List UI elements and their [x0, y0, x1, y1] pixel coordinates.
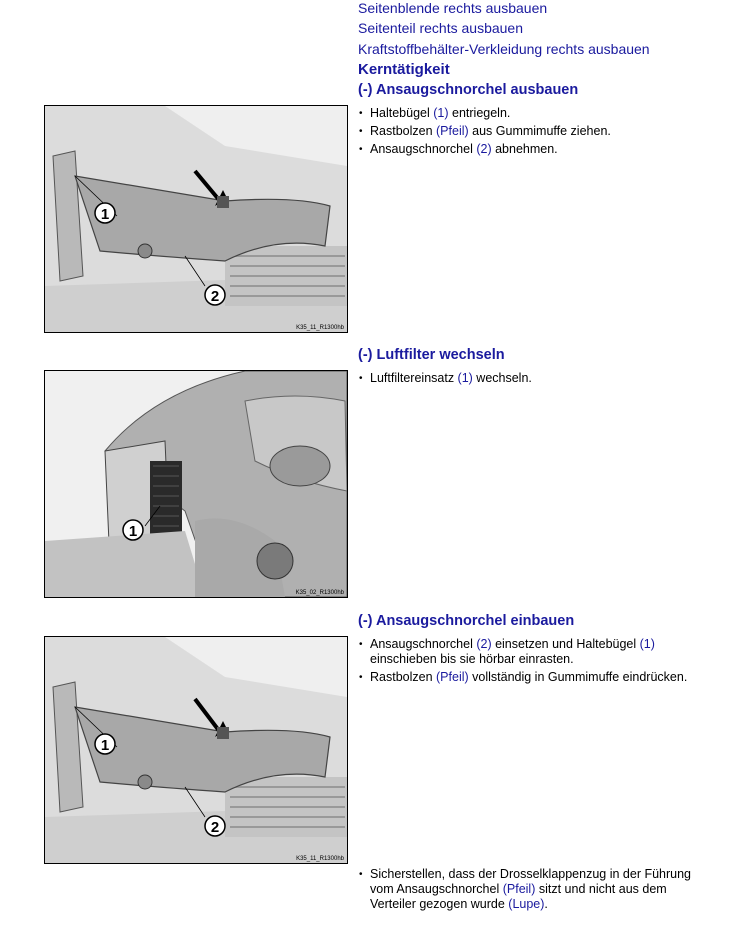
figure-id: K35_11_R1300hb	[296, 325, 344, 331]
section1-heading: (-) Ansaugschnorchel ausbauen	[358, 82, 579, 98]
figure-air-filter	[44, 370, 348, 598]
callout-2: 2	[210, 819, 220, 836]
ref-link[interactable]: (1)	[433, 106, 449, 120]
callout-1: 1	[128, 523, 138, 540]
snorkel-illustration	[45, 637, 347, 863]
callout-1: 1	[100, 206, 110, 223]
section3-steps	[358, 637, 698, 688]
ref-link[interactable]: (1)	[639, 637, 655, 651]
snorkel-illustration	[45, 106, 347, 332]
list-item: • Luftfiltereinsatz (1) wechseln.	[358, 371, 698, 386]
section3-final-steps	[358, 867, 698, 915]
list-item: • Rastbolzen (Pfeil) aus Gummimuffe ziehen.	[358, 124, 698, 139]
list-item: • Haltebügel (1) entriegeln.	[358, 106, 698, 121]
ref-link[interactable]: (1)	[457, 371, 473, 385]
section2-steps	[358, 371, 698, 389]
figure-snorkel-removal	[44, 105, 348, 333]
link-kraftstoffbehaelter[interactable]: Kraftstoffbehälter-Verkleidung rechts ausbauen	[358, 41, 650, 57]
callout-2: 2	[210, 288, 220, 305]
ref-link[interactable]: (2)	[476, 637, 492, 651]
figure-id: K35_02_R1300hb	[295, 590, 344, 596]
link-seitenblende[interactable]: Seitenblende rechts ausbauen	[358, 0, 548, 16]
link-seitenteil[interactable]: Seitenteil rechts ausbauen	[358, 20, 523, 36]
section3-heading: (-) Ansaugschnorchel einbauen	[358, 613, 575, 629]
figure-snorkel-install	[44, 636, 348, 864]
list-item: • Ansaugschnorchel (2) einsetzen und Haltebügel (1) einschieben bis sie hörbar einrasten.	[358, 637, 698, 667]
air-filter-illustration	[45, 371, 347, 597]
list-item: • Sicherstellen, dass der Drosselklappenzug in der Führung vom Ansaugschnorchel (Pfeil) sitzt und nicht aus dem Verteiler gezogen wurde (Lupe).	[358, 867, 698, 912]
ref-link[interactable]: (Pfeil)	[436, 124, 469, 138]
ref-link[interactable]: (2)	[476, 142, 492, 156]
main-heading: Kerntätigkeit	[358, 61, 450, 78]
list-item: • Rastbolzen (Pfeil) vollständig in Gummimuffe eindrücken.	[358, 670, 698, 685]
figure-id: K35_11_R1300hb	[296, 856, 344, 862]
section2-heading: (-) Luftfilter wechseln	[358, 347, 505, 363]
ref-link[interactable]: (Pfeil)	[502, 882, 536, 896]
ref-link[interactable]: (Lupe)	[508, 897, 545, 911]
list-item: • Ansaugschnorchel (2) abnehmen.	[358, 142, 698, 157]
callout-1: 1	[100, 737, 110, 754]
ref-link[interactable]: (Pfeil)	[436, 670, 469, 684]
section1-steps	[358, 106, 698, 160]
